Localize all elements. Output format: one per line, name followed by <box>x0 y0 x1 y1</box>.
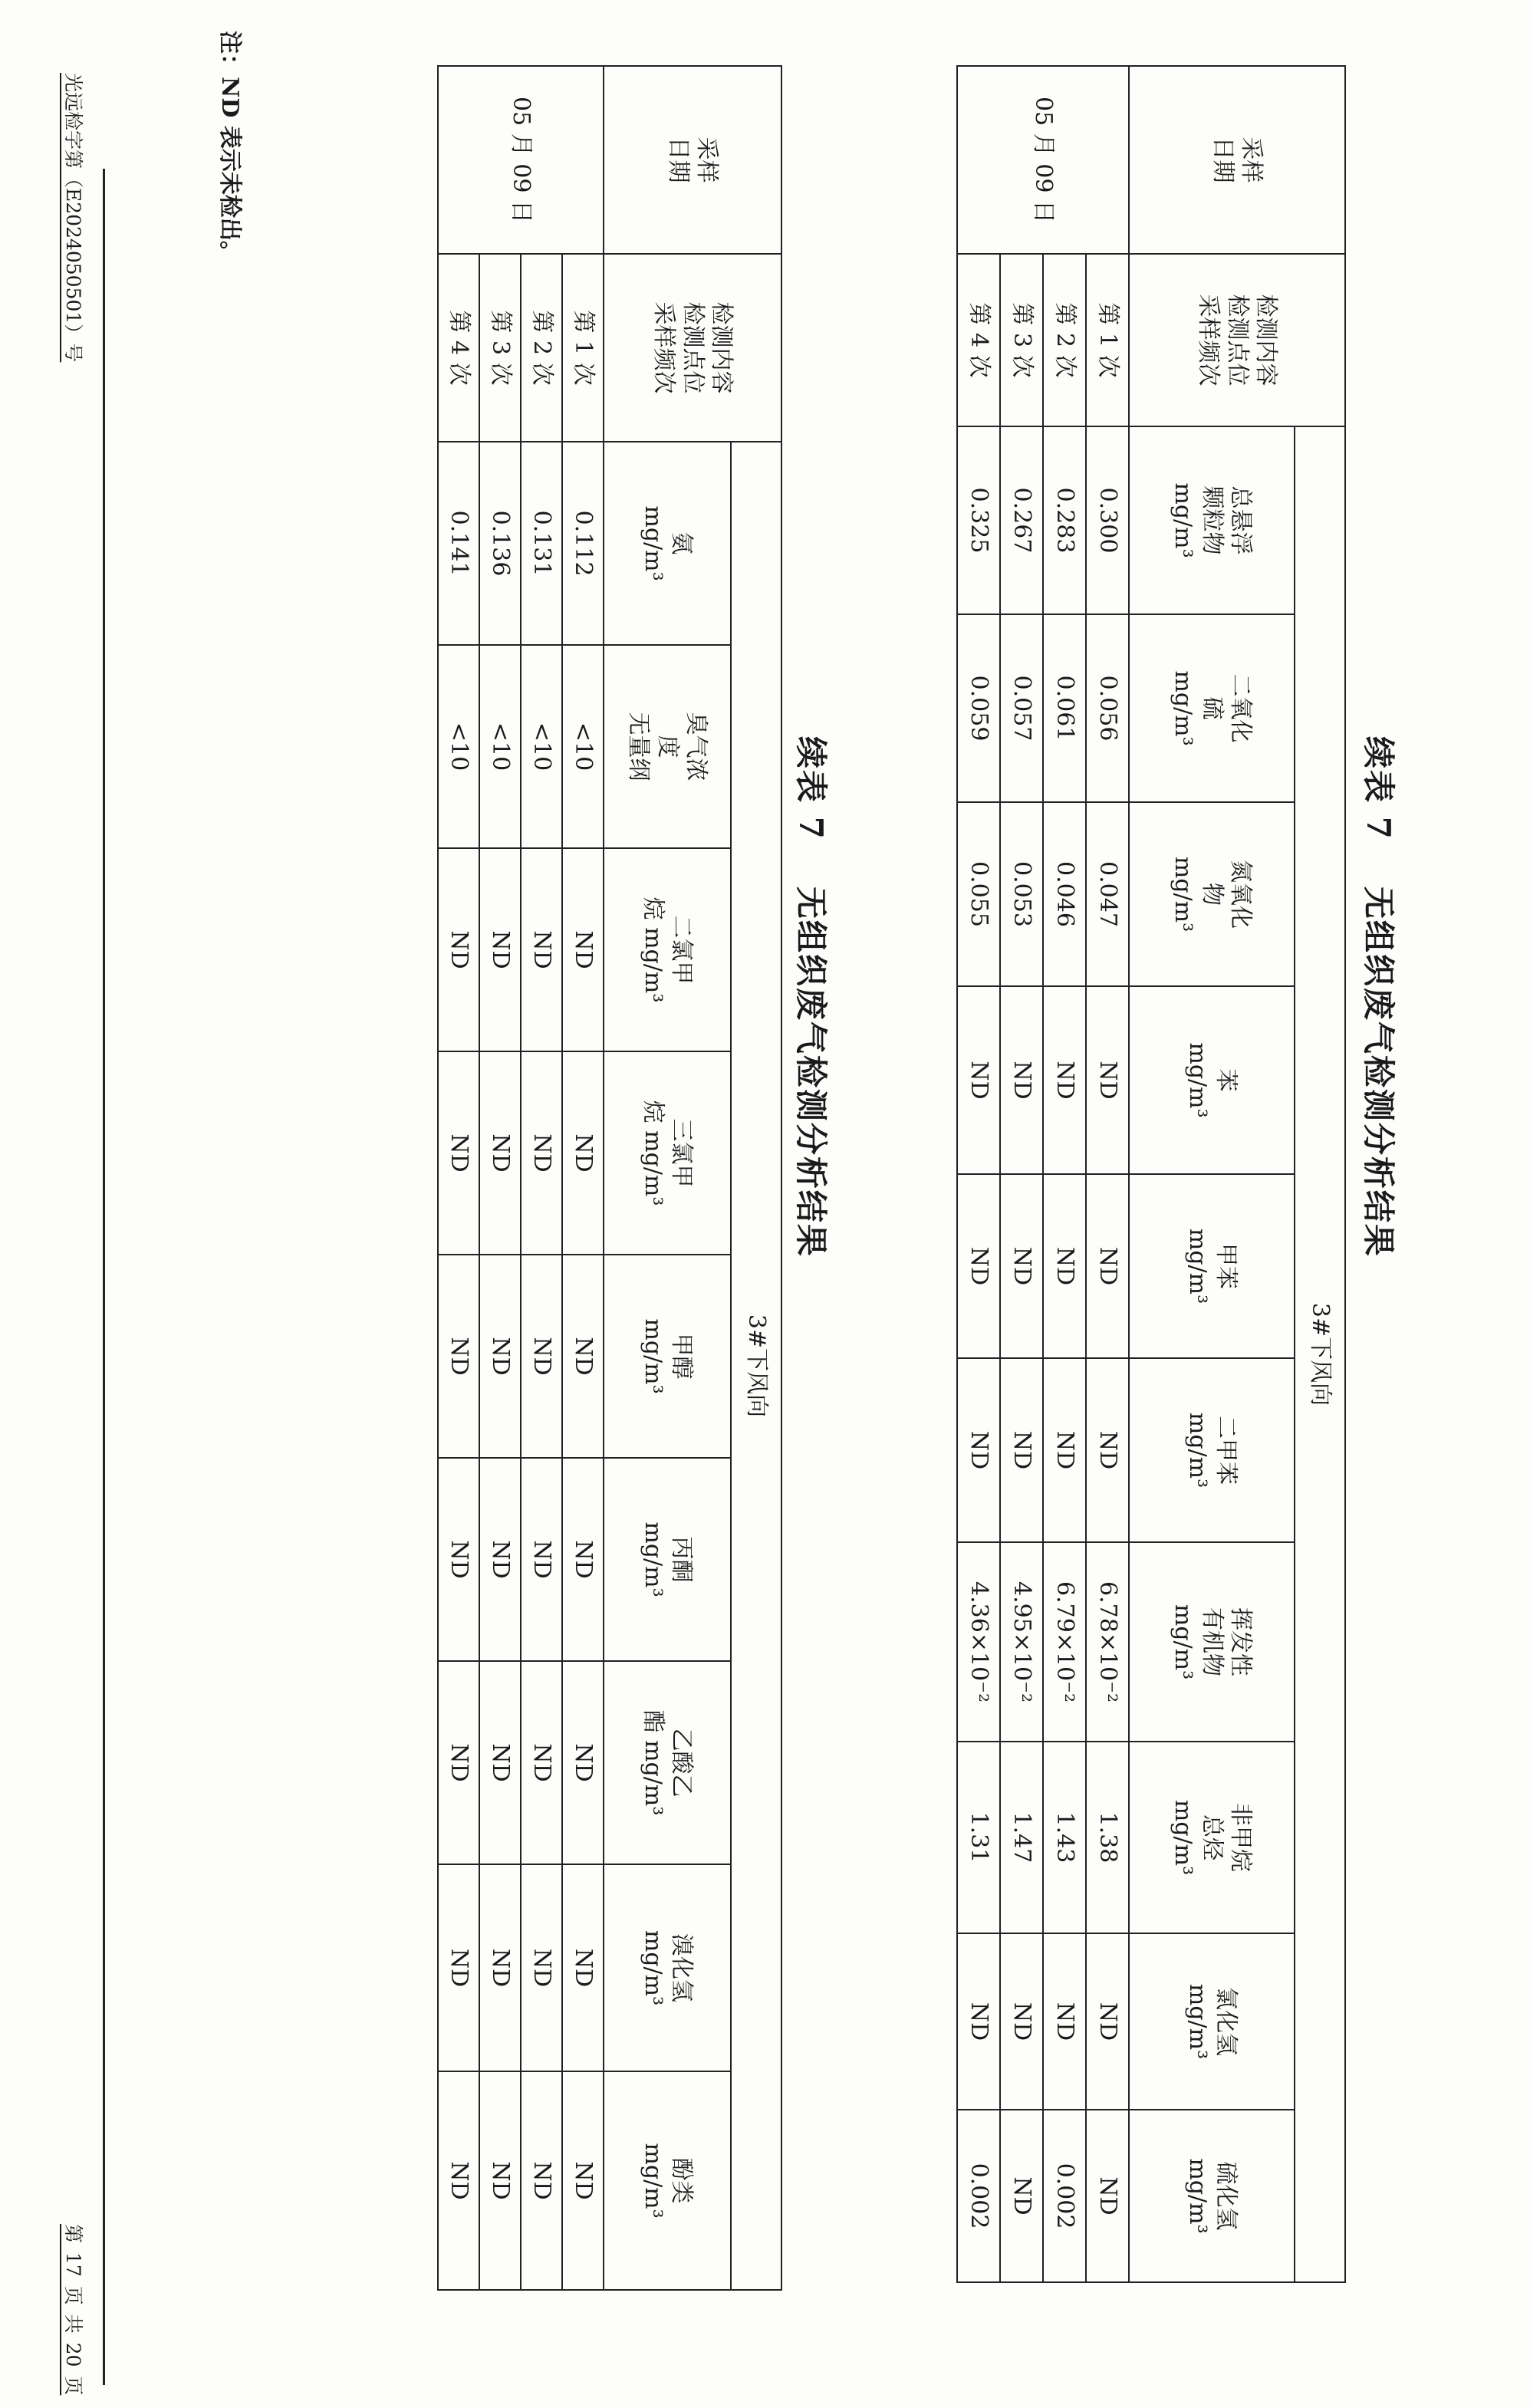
value-cell: 0.056 <box>1086 614 1129 802</box>
header-row <box>731 66 781 2290</box>
column-header: 二氯甲 烷 mg/m³ <box>604 848 731 1051</box>
column-header: 乙酸乙 酯 mg/m³ <box>604 1661 731 1864</box>
column-header: 臭气浓 度 无量纲 <box>604 645 731 848</box>
value-cell: ND <box>1000 986 1043 1174</box>
value-cell: <10 <box>562 645 604 848</box>
value-cell: ND <box>562 2071 604 2290</box>
value-cell: 6.78×10⁻² <box>1086 1542 1129 1742</box>
column-header: 氮氧化 物 mg/m³ <box>1129 802 1295 986</box>
value-cell: 4.95×10⁻² <box>1000 1542 1043 1742</box>
value-cell: 0.057 <box>1000 614 1043 802</box>
column-header: 氯化氢 mg/m³ <box>1129 1933 1295 2110</box>
sampling-frequency: 第 3 次 <box>1000 254 1043 426</box>
column-header: 三氯甲 烷 mg/m³ <box>604 1051 731 1255</box>
value-cell: ND <box>1086 986 1129 1174</box>
column-header: 氨 mg/m³ <box>604 442 731 645</box>
value-cell: ND <box>438 1864 479 2071</box>
table-row <box>1043 66 1086 2282</box>
column-header: 硫化氢 mg/m³ <box>1129 2110 1295 2282</box>
value-cell: ND <box>1086 1358 1129 1542</box>
table-row <box>957 66 1000 2282</box>
sampling-date-header: 采样 日期 <box>1129 66 1345 254</box>
value-cell: ND <box>562 1051 604 1255</box>
value-cell: ND <box>479 1661 521 1864</box>
page-number: 第 17 页 共 20 页 <box>62 2224 84 2396</box>
table-row <box>438 66 479 2290</box>
value-cell: ND <box>521 1051 562 1255</box>
value-cell: ND <box>479 848 521 1051</box>
value-cell: ND <box>438 848 479 1051</box>
value-cell: ND <box>438 2071 479 2290</box>
value-cell: ND <box>1043 1174 1086 1358</box>
sampling-frequency: 第 4 次 <box>957 254 1000 426</box>
header-rule <box>103 169 105 2385</box>
value-cell: ND <box>957 1174 1000 1358</box>
column-header: 甲醇 mg/m³ <box>604 1255 731 1458</box>
location-header: 3#下风向 <box>731 442 781 2290</box>
value-cell: ND <box>479 1051 521 1255</box>
table2-title-text: 无组织废气检测分析结果 <box>792 886 830 1258</box>
value-cell: 0.283 <box>1043 426 1086 614</box>
table2-title <box>790 736 836 1258</box>
table-row <box>521 66 562 2290</box>
value-cell: ND <box>1043 986 1086 1174</box>
value-cell: 0.047 <box>1086 802 1129 986</box>
column-header: 二氧化 硫 mg/m³ <box>1129 614 1295 802</box>
report-number: 光远检字第（E2024050501）号 <box>62 73 84 363</box>
value-cell: 0.002 <box>957 2110 1000 2282</box>
value-cell: ND <box>1043 1933 1086 2110</box>
table1 <box>956 65 1346 2283</box>
sampling-date: 05 月 09 日 <box>957 66 1129 254</box>
value-cell: 0.046 <box>1043 802 1086 986</box>
value-cell: ND <box>521 848 562 1051</box>
value-cell: 0.112 <box>562 442 604 645</box>
table-row <box>1000 66 1043 2282</box>
value-cell: ND <box>479 1255 521 1458</box>
sampling-frequency: 第 3 次 <box>479 254 521 442</box>
value-cell: <10 <box>521 645 562 848</box>
value-cell: ND <box>957 1358 1000 1542</box>
content-location-frequency-header: 检测内容 检测点位 采样频次 <box>604 254 781 442</box>
sampling-frequency: 第 1 次 <box>1086 254 1129 426</box>
value-cell: ND <box>438 1255 479 1458</box>
value-cell: ND <box>438 1051 479 1255</box>
column-header: 挥发性 有机物 mg/m³ <box>1129 1542 1295 1742</box>
value-cell: 0.325 <box>957 426 1000 614</box>
header-row <box>1295 66 1345 2282</box>
table-row <box>479 66 521 2290</box>
value-cell: 6.79×10⁻² <box>1043 1542 1086 1742</box>
table2-label: 续表 7 <box>792 736 830 840</box>
column-header: 溴化氢 mg/m³ <box>604 1864 731 2071</box>
value-cell: ND <box>521 1864 562 2071</box>
value-cell: ND <box>1000 1933 1043 2110</box>
value-cell: ND <box>562 1255 604 1458</box>
footnote: 注：ND 表示未检出。 <box>216 31 243 264</box>
value-cell: ND <box>479 2071 521 2290</box>
sampling-date: 05 月 09 日 <box>438 66 604 254</box>
value-cell: ND <box>957 1933 1000 2110</box>
column-header: 丙酮 mg/m³ <box>604 1458 731 1661</box>
value-cell: 0.002 <box>1043 2110 1086 2282</box>
value-cell: ND <box>521 1255 562 1458</box>
value-cell: ND <box>1086 1933 1129 2110</box>
value-cell: ND <box>562 1864 604 2071</box>
value-cell: ND <box>521 2071 562 2290</box>
value-cell: ND <box>521 1661 562 1864</box>
value-cell: 0.131 <box>521 442 562 645</box>
value-cell: 0.055 <box>957 802 1000 986</box>
sampling-frequency: 第 4 次 <box>438 254 479 442</box>
value-cell: ND <box>479 1864 521 2071</box>
value-cell: ND <box>438 1458 479 1661</box>
value-cell: ND <box>957 986 1000 1174</box>
sampling-frequency: 第 1 次 <box>562 254 604 442</box>
column-header: 非甲烷 总烃 mg/m³ <box>1129 1742 1295 1933</box>
value-cell: ND <box>1043 1358 1086 1542</box>
value-cell: 0.061 <box>1043 614 1086 802</box>
value-cell: 0.053 <box>1000 802 1043 986</box>
value-cell: 0.136 <box>479 442 521 645</box>
value-cell: ND <box>1000 2110 1043 2282</box>
value-cell: ND <box>562 1661 604 1864</box>
value-cell: ND <box>1000 1358 1043 1542</box>
value-cell: ND <box>438 1661 479 1864</box>
column-header: 二甲苯 mg/m³ <box>1129 1358 1295 1542</box>
value-cell: ND <box>521 1458 562 1661</box>
value-cell: 0.300 <box>1086 426 1129 614</box>
value-cell: 4.36×10⁻² <box>957 1542 1000 1742</box>
value-cell: 1.31 <box>957 1742 1000 1933</box>
table1-title-text: 无组织废气检测分析结果 <box>1360 886 1397 1258</box>
table-row <box>1086 66 1129 2282</box>
value-cell: ND <box>479 1458 521 1661</box>
column-header: 酚类 mg/m³ <box>604 2071 731 2290</box>
value-cell: 1.47 <box>1000 1742 1043 1933</box>
content-location-frequency-header: 检测内容 检测点位 采样频次 <box>1129 254 1345 426</box>
table2 <box>437 65 782 2291</box>
column-header: 总悬浮 颗粒物 mg/m³ <box>1129 426 1295 614</box>
value-cell: ND <box>1086 2110 1129 2282</box>
value-cell: 0.059 <box>957 614 1000 802</box>
sampling-date-header: 采样 日期 <box>604 66 781 254</box>
value-cell: ND <box>1086 1174 1129 1358</box>
value-cell: 1.43 <box>1043 1742 1086 1933</box>
value-cell: 1.38 <box>1086 1742 1129 1933</box>
table-row <box>562 66 604 2290</box>
column-header: 甲苯 mg/m³ <box>1129 1174 1295 1358</box>
sampling-frequency: 第 2 次 <box>521 254 562 442</box>
location-header: 3#下风向 <box>1295 426 1345 2282</box>
value-cell: <10 <box>438 645 479 848</box>
sampling-frequency: 第 2 次 <box>1043 254 1086 426</box>
value-cell: ND <box>1000 1174 1043 1358</box>
table1-title <box>1357 736 1403 1258</box>
value-cell: <10 <box>479 645 521 848</box>
table1-label: 续表 7 <box>1360 736 1397 840</box>
value-cell: 0.141 <box>438 442 479 645</box>
value-cell: 0.267 <box>1000 426 1043 614</box>
column-header: 苯 mg/m³ <box>1129 986 1295 1174</box>
value-cell: ND <box>562 1458 604 1661</box>
value-cell: ND <box>562 848 604 1051</box>
